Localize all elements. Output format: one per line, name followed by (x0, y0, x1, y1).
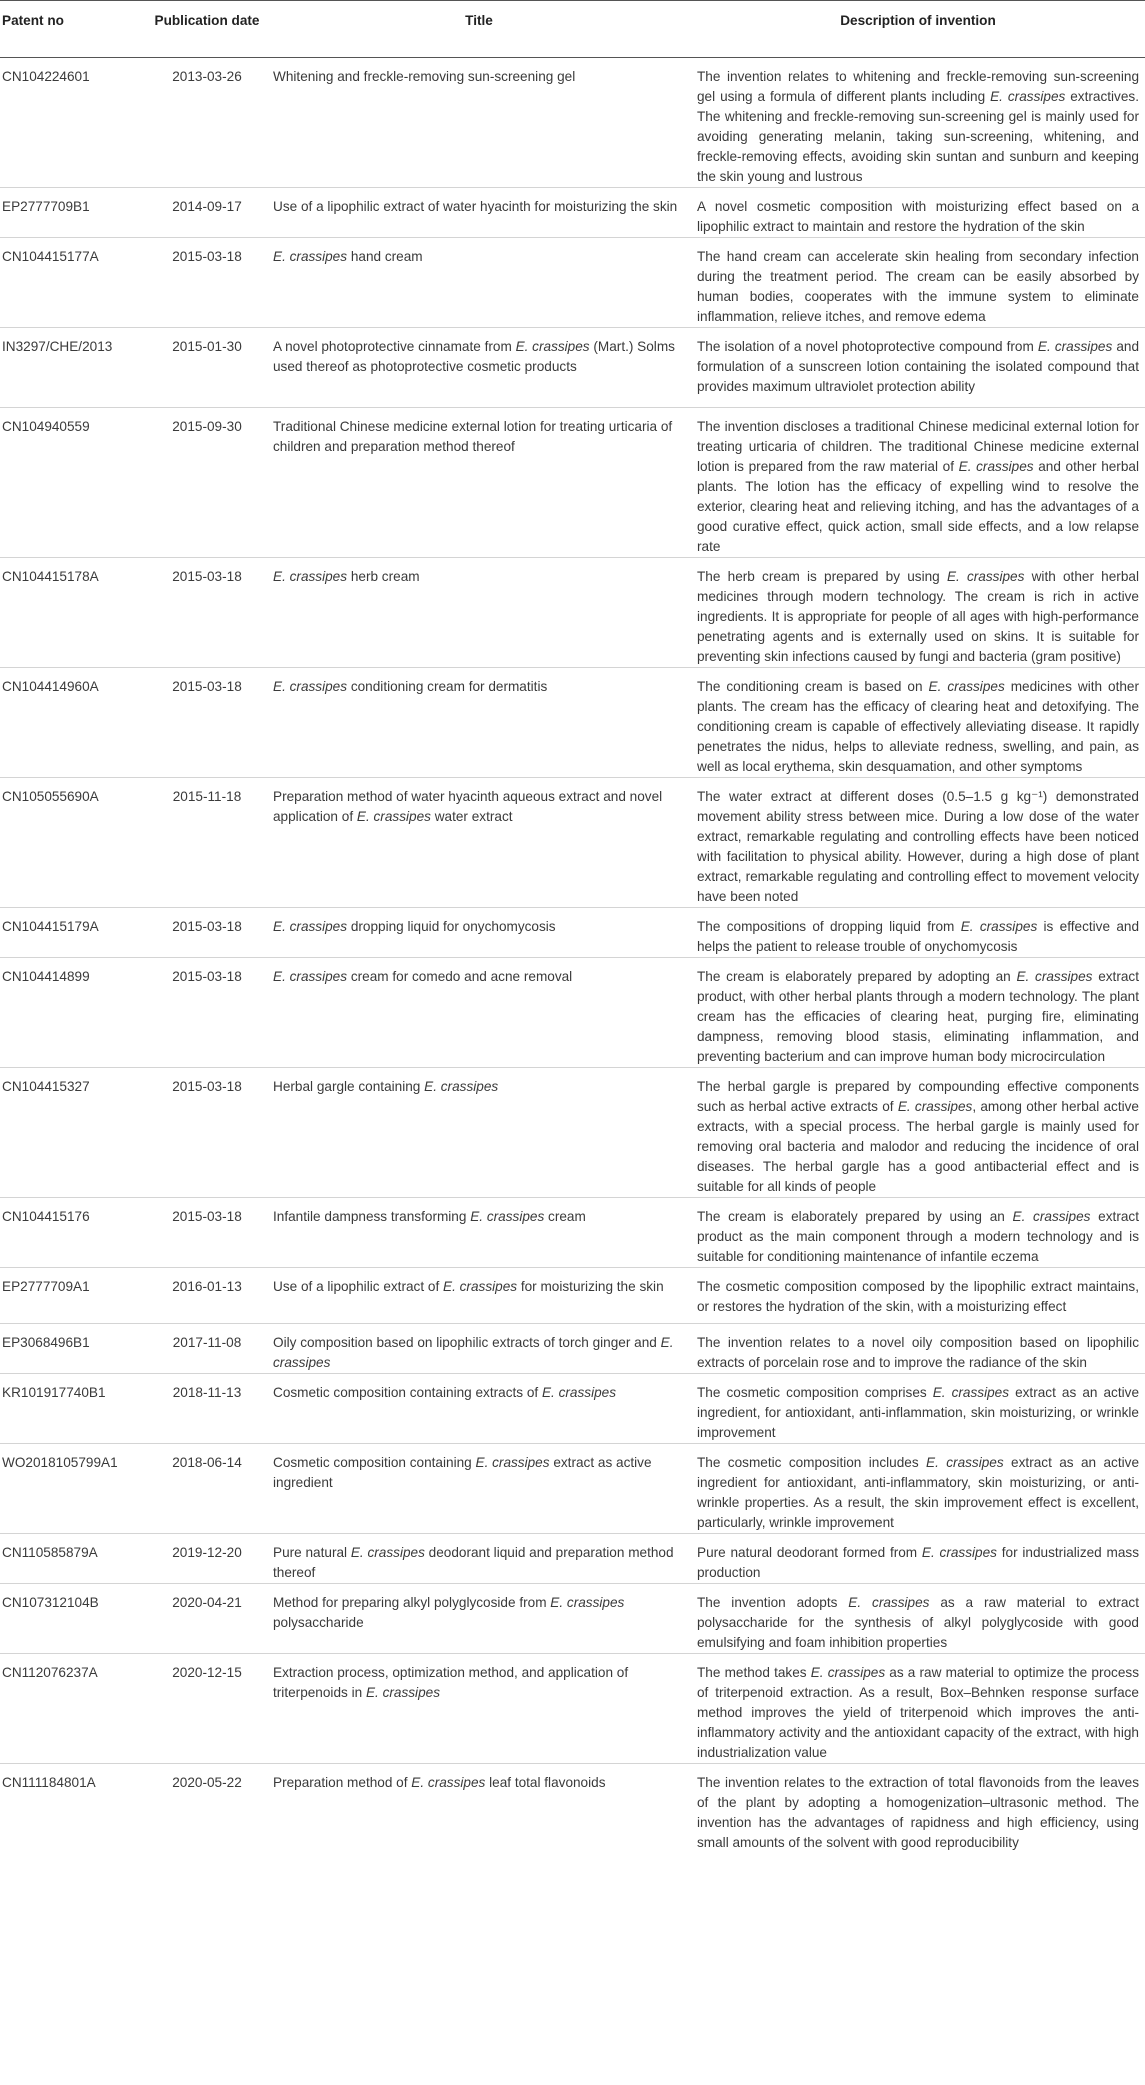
patent-no-cell: CN104415327 (0, 1068, 147, 1198)
description-cell: The isolation of a novel photoprotective compound from E. crassipes and formulation of a sunscreen lotion containing the isolated compound that provides maximum ultraviolet protection ability (691, 328, 1145, 408)
description-cell: The invention adopts E. crassipes as a raw material to extract polysaccharide for the synthesis of alkyl polyglycoside with good emulsifying and foam inhibition properties (691, 1584, 1145, 1654)
publication-date-cell: 2020-05-22 (172, 1775, 242, 1790)
title-cell: Use of a lipophilic extract of water hyacinth for moisturizing the skin (267, 188, 691, 238)
patent-no-cell: CN104414899 (0, 958, 147, 1068)
table-row (0, 238, 1145, 328)
title-cell: E. crassipes conditioning cream for dermatitis (267, 668, 691, 778)
publication-date-cell: 2015-03-18 (147, 908, 267, 958)
title-cell: Oily composition based on lipophilic extracts of torch ginger and E. crassipes (267, 1324, 691, 1374)
description-cell: The invention discloses a traditional Chinese medicinal external lotion for treating urticaria of children. The traditional Chinese medicine external lotion is prepared from the raw material of E. crassipes and other herbal plants. The lotion has the efficacy of expelling wind to resolve the exterior, clearing heat and relieving itching, and has the advantages of a good curative effect, quick action, small side effects, and a low relapse rate (691, 408, 1145, 558)
description-cell: The cosmetic composition includes E. crassipes extract as an active ingredient for antioxidant, anti-inflammatory, skin moisturizing, or anti-wrinkle properties. As a result, the skin improvement effect is excellent, particularly, wrinkle improvement (691, 1444, 1145, 1534)
table-row (0, 188, 1145, 238)
patent-no-cell: EP2777709A1 (0, 1268, 147, 1324)
description-cell: The water extract at different doses (0.5–1.5 g kg⁻¹) demonstrated movement ability stress between mice. During a low dose of the water extract, remarkable regulating and controlling effects have been noticed with facilitation to physical ability. However, during a high dose of plant extract, remarkable regulating and controlling effect to movement velocity have been noted (691, 778, 1145, 908)
publication-date-cell: 2015-03-18 (147, 238, 267, 328)
title-cell: Extraction process, optimization method, and application of triterpenoids in E. crassipes (267, 1654, 691, 1764)
description-cell: The cream is elaborately prepared by using an E. crassipes extract product as the main component through a modern technology and is suitable for conditioning maintenance of infantile eczema (691, 1198, 1145, 1268)
patent-no-cell: CN104415179A (0, 908, 147, 958)
patent-no-cell: CN105055690A (0, 778, 147, 908)
patent-no-cell: CN107312104B (0, 1584, 147, 1654)
patent-no-cell: KR101917740B1 (0, 1374, 147, 1444)
description-cell: The conditioning cream is based on E. crassipes medicines with other plants. The cream has the efficacy of clearing heat and detoxifying. The conditioning cream is capable of effectively alleviating disease. It rapidly penetrates the nidus, helps to alleviate redness, swelling, and pain, as well as local erythema, skin desquamation, and other symptoms (691, 668, 1145, 778)
description-cell: Pure natural deodorant formed from E. crassipes for industrialized mass production (691, 1534, 1145, 1584)
table-row (0, 668, 1145, 778)
description-cell: The invention relates to a novel oily composition based on lipophilic extracts of porcelain rose and to improve the radiance of the skin (691, 1324, 1145, 1374)
table-row (0, 1374, 1145, 1444)
table-row (0, 1268, 1145, 1324)
table-row (0, 408, 1145, 558)
table-row (0, 1198, 1145, 1268)
title-cell: Cosmetic composition containing E. crassipes extract as active ingredient (267, 1444, 691, 1534)
patent-no-cell: CN104414960A (0, 668, 147, 778)
title-cell: E. crassipes dropping liquid for onychomycosis (267, 908, 691, 958)
table-row (0, 328, 1145, 408)
header-row (0, 1, 1145, 58)
description-cell: The hand cream can accelerate skin healing from secondary infection during the treatment period. The cream can be easily absorbed by human bodies, cooperates with the immune system to eliminate inflammation, relieve itches, and remove edema (691, 238, 1145, 328)
publication-date-cell: 2016-01-13 (147, 1268, 267, 1324)
title-cell: Cosmetic composition containing extracts of E. crassipes (267, 1374, 691, 1444)
title-cell: Preparation method of water hyacinth aqueous extract and novel application of E. crassipes water extract (267, 778, 691, 908)
title-cell: Traditional Chinese medicine external lotion for treating urticaria of children and preparation method thereof (267, 408, 691, 558)
description-cell: The herb cream is prepared by using E. crassipes with other herbal medicines through modern technology. The cream is rich in active ingredients. It is appropriate for people of all ages with high-performance penetrating agents and is externally used on skins. It is suitable for preventing skin infections caused by fungi and bacteria (gram positive) (691, 558, 1145, 668)
description-cell: The cosmetic composition comprises E. crassipes extract as an active ingredient, for antioxidant, anti-inflammation, skin moisturizing, or wrinkle improvement (691, 1374, 1145, 1444)
description-cell: The compositions of dropping liquid from E. crassipes is effective and helps the patient to release trouble of onychomycosis (691, 908, 1145, 958)
publication-date-cell: 2020-04-21 (147, 1584, 267, 1654)
patent-no-cell: CN104940559 (0, 408, 147, 558)
description-cell: The cream is elaborately prepared by adopting an E. crassipes extract product, with other herbal plants through a modern technology. The plant cream has the efficacies of clearing heat, purging fire, eliminating dampness, removing blood stasis, eliminating inflammation, and preventing bacterium and can improve human body microcirculation (691, 958, 1145, 1068)
description-cell: The herbal gargle is prepared by compounding effective components such as herbal active extracts of E. crassipes, among other herbal active extracts, with a special process. The herbal gargle is mainly used for removing oral bacteria and malodor and reducing the incidence of oral diseases. The herbal gargle has a good antibacterial effect and is suitable for all kinds of people (691, 1068, 1145, 1198)
publication-date-cell: 2017-11-08 (147, 1324, 267, 1374)
title-cell: Infantile dampness transforming E. crassipes cream (267, 1198, 691, 1268)
table-row (0, 558, 1145, 668)
title-cell: A novel photoprotective cinnamate from E. crassipes (Mart.) Solms used thereof as photoprotective cosmetic products (267, 328, 691, 408)
table-row (0, 1068, 1145, 1198)
patent-no-cell: EP3068496B1 (0, 1324, 147, 1374)
patent-no-cell: CN111184801A (2, 1775, 96, 1790)
publication-date-cell: 2015-03-18 (147, 1068, 267, 1198)
patent-no-cell: WO2018105799A1 (0, 1444, 147, 1534)
description-cell: The invention relates to the extraction of total flavonoids from the leaves of the plant by adopting a homogenization–ultrasonic method. The invention has the advantages of rapidness and high efficiency, using small amounts of the solvent with good reproducibility (697, 1775, 1139, 1850)
table-row (0, 1324, 1145, 1374)
title-cell: Preparation method of E. crassipes leaf total flavonoids (273, 1775, 606, 1790)
table-row (0, 1764, 1145, 1860)
title-cell: Pure natural E. crassipes deodorant liquid and preparation method thereof (267, 1534, 691, 1584)
table-row (0, 1654, 1145, 1764)
table-row (0, 1534, 1145, 1584)
publication-date-cell: 2015-01-30 (147, 328, 267, 408)
patent-no-cell: CN104415177A (0, 238, 147, 328)
description-cell: The cosmetic composition composed by the lipophilic extract maintains, or restores the hydration of the skin, with a moisturizing effect (691, 1268, 1145, 1324)
publication-date-cell: 2018-11-13 (147, 1374, 267, 1444)
title-cell: E. crassipes herb cream (267, 558, 691, 668)
publication-date-cell: 2015-03-18 (147, 668, 267, 778)
publication-date-cell: 2015-11-18 (147, 778, 267, 908)
header-title: Title (267, 1, 691, 58)
title-cell: Whitening and freckle-removing sun-screening gel (267, 58, 691, 188)
title-cell: E. crassipes hand cream (267, 238, 691, 328)
patent-no-cell: CN104415176 (0, 1198, 147, 1268)
description-cell: The invention relates to whitening and freckle-removing sun-screening gel using a formula of different plants including E. crassipes extractives. The whitening and freckle-removing sun-screening gel is mainly used for avoiding generating melanin, taking sun-screening, whitening, and freckle-removing effects, avoiding skin suntan and sunburn and keeping the skin young and lustrous (691, 58, 1145, 188)
table-row (0, 58, 1145, 188)
table-header (0, 1, 1145, 58)
title-cell: Method for preparing alkyl polyglycoside from E. crassipes polysaccharide (267, 1584, 691, 1654)
publication-date-cell: 2015-03-18 (147, 1198, 267, 1268)
patent-no-cell: CN104224601 (0, 58, 147, 188)
publication-date-cell: 2019-12-20 (147, 1534, 267, 1584)
table-row (0, 908, 1145, 958)
table-row (0, 778, 1145, 908)
publication-date-cell: 2014-09-17 (147, 188, 267, 238)
publication-date-cell: 2020-12-15 (147, 1654, 267, 1764)
publication-date-cell: 2015-03-18 (147, 558, 267, 668)
title-cell: E. crassipes cream for comedo and acne removal (267, 958, 691, 1068)
publication-date-cell: 2018-06-14 (147, 1444, 267, 1534)
title-cell: Herbal gargle containing E. crassipes (267, 1068, 691, 1198)
header-description: Description of invention (691, 1, 1145, 58)
header-patent-no: Patent no (0, 1, 147, 58)
patent-no-cell: EP2777709B1 (0, 188, 147, 238)
patent-no-cell: IN3297/CHE/2013 (0, 328, 147, 408)
patent-no-cell: CN112076237A (0, 1654, 147, 1764)
table-row (0, 1584, 1145, 1654)
table-row (0, 958, 1145, 1068)
title-cell: Use of a lipophilic extract of E. crassipes for moisturizing the skin (267, 1268, 691, 1324)
description-cell: A novel cosmetic composition with moisturizing effect based on a lipophilic extract to maintain and restore the hydration of the skin (691, 188, 1145, 238)
description-cell: The method takes E. crassipes as a raw material to optimize the process of triterpenoid extraction. As a result, Box–Behnken response surface method improves the yield of triterpenoid which improves the anti-inflammatory activity and the antioxidant capacity of the extract, with high industrialization value (691, 1654, 1145, 1764)
publication-date-cell: 2015-09-30 (147, 408, 267, 558)
table-row (0, 1444, 1145, 1534)
header-publication-date: Publication date (147, 1, 267, 58)
publication-date-cell: 2013-03-26 (147, 58, 267, 188)
publication-date-cell: 2015-03-18 (147, 958, 267, 1068)
patent-no-cell: CN104415178A (0, 558, 147, 668)
patent-no-cell: CN110585879A (0, 1534, 147, 1584)
table-body (0, 58, 1145, 1860)
